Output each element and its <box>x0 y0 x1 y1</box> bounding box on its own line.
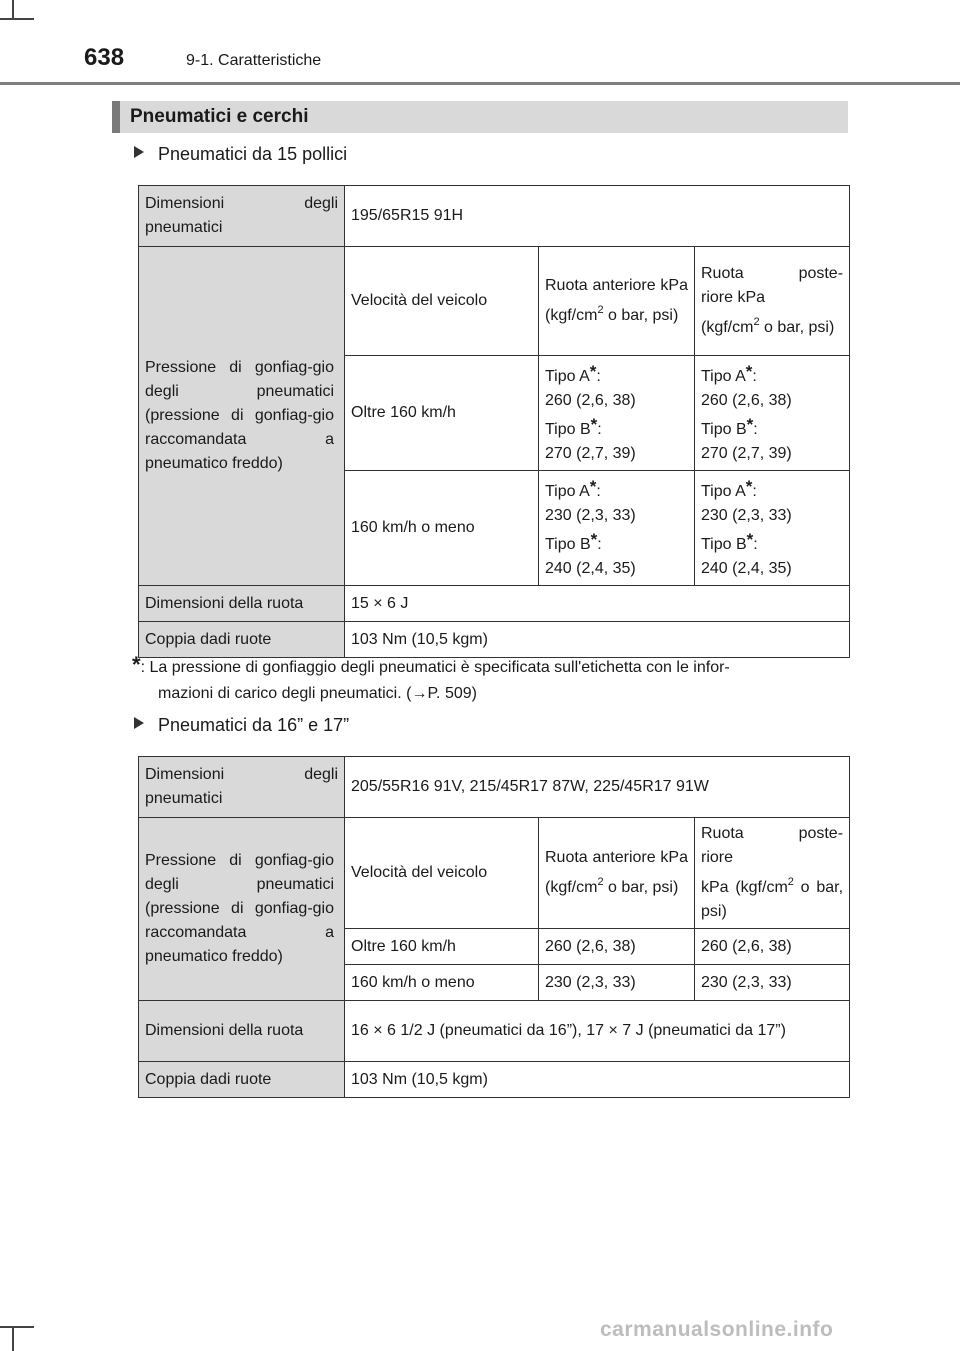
speed-value: Oltre 160 km/h <box>345 929 539 965</box>
tire-spec-table-16-17 <box>138 756 850 1098</box>
crop-mark-top-left-h <box>0 18 34 20</box>
front-pressure-value: 230 (2,3, 33) <box>539 965 695 1001</box>
table-row <box>139 1001 850 1062</box>
rear-wheel-header: Ruota poste- riore kPa ($kgf/cm^2$ o bar, psi) <box>695 818 850 929</box>
section-title: Pneumatici e cerchi <box>130 106 309 127</box>
subsection-title: Pneumatici da 15 pollici <box>158 144 348 164</box>
tire-size-label: Dimensioni degli pneumatici <box>139 186 345 247</box>
speed-header: Velocità del veicolo <box>345 818 539 929</box>
rear-pressure-value: 260 (2,6, 38) <box>695 929 850 965</box>
front-pressure-value: Tipo A*: 230 (2,3, 33) Tipo B*: 240 (2,4, 35) <box>539 471 695 586</box>
speed-value: Oltre 160 km/h <box>345 356 539 471</box>
tire-size-label: Dimensioni degli pneumatici <box>139 757 345 818</box>
rear-pressure-value: Tipo A*: 260 (2,6, 38) Tipo B*: 270 (2,7, 39) <box>695 356 850 471</box>
crop-mark-top-left-v <box>12 0 14 20</box>
triangle-bullet-icon <box>134 717 144 729</box>
footnote <box>132 652 852 707</box>
lug-torque-value: 103 Nm (10,5 kgm) <box>345 1062 850 1098</box>
speed-value: 160 km/h o meno <box>345 471 539 586</box>
wheel-size-value: 15 × 6 J <box>345 586 850 622</box>
footnote-line1: : La pressione di gonfiaggio degli pneumatici è specificata sull'etichetta con le infor- <box>140 659 730 676</box>
lug-torque-label: Coppia dadi ruote <box>139 1062 345 1098</box>
rear-wheel-header: Ruota poste- riore kPa ($kgf/cm^2$ o bar, psi) <box>695 247 850 356</box>
table-row <box>139 818 850 929</box>
table-row <box>139 1062 850 1098</box>
pressure-label: Pressione di gonfiag-gio degli pneumatici (pressione di gonfiag-gio raccomandata a pneumatico freddo) <box>139 818 345 1001</box>
speed-value: 160 km/h o meno <box>345 965 539 1001</box>
rear-pressure-value: 230 (2,3, 33) <box>695 965 850 1001</box>
footnote-line2: mazioni di carico degli pneumatici. (→P. 509) <box>158 685 477 702</box>
page-number: 638 <box>84 44 125 71</box>
front-wheel-header: Ruota anteriore kPa ($kgf/cm^2$ o bar, psi) <box>539 818 695 929</box>
subsection-title: Pneumatici da 16” e 17” <box>158 715 350 735</box>
header-rule <box>0 82 960 85</box>
wheel-size-value: 16 × 6 1/2 J (pneumatici da 16”), 17 × 7 J (pneumatici da 17”) <box>345 1001 850 1062</box>
footnote-asterisk: * <box>132 652 141 677</box>
subsection-15-inch <box>134 144 347 165</box>
table-row <box>139 186 850 247</box>
triangle-bullet-icon <box>134 146 144 158</box>
front-pressure-value: Tipo A*: 260 (2,6, 38) Tipo B*: 270 (2,7, 39) <box>539 356 695 471</box>
table-row <box>139 586 850 622</box>
subsection-16-17-inch <box>134 715 349 736</box>
section-accent <box>112 101 120 133</box>
tire-size-value: 205/55R16 91V, 215/45R17 87W, 225/45R17 91W <box>345 757 850 818</box>
crop-mark-bottom-left-h <box>0 1326 34 1328</box>
tire-spec-table-15 <box>138 185 850 658</box>
lug-torque-value: 103 Nm (10,5 kgm) <box>345 622 850 658</box>
section-header <box>112 101 848 133</box>
front-pressure-value: 260 (2,6, 38) <box>539 929 695 965</box>
wheel-size-label: Dimensioni della ruota <box>139 1001 345 1062</box>
pressure-label: Pressione di gonfiag-gio degli pneumatici (pressione di gonfiag-gio raccomandata a pneumatico freddo) <box>139 247 345 586</box>
speed-header: Velocità del veicolo <box>345 247 539 356</box>
front-wheel-header: Ruota anteriore kPa ($kgf/cm^2$ o bar, psi) <box>539 247 695 356</box>
chapter-title: 9-1. Caratteristiche <box>186 52 322 69</box>
rear-pressure-value: Tipo A*: 230 (2,3, 33) Tipo B*: 240 (2,4, 35) <box>695 471 850 586</box>
watermark: carmanualsonline.info <box>600 1318 834 1341</box>
tire-size-value: 195/65R15 91H <box>345 186 850 247</box>
table-row <box>139 247 850 356</box>
table-row <box>139 757 850 818</box>
wheel-size-label: Dimensioni della ruota <box>139 586 345 622</box>
crop-mark-bottom-left-v <box>12 1326 14 1351</box>
lug-torque-label: Coppia dadi ruote <box>139 622 345 658</box>
